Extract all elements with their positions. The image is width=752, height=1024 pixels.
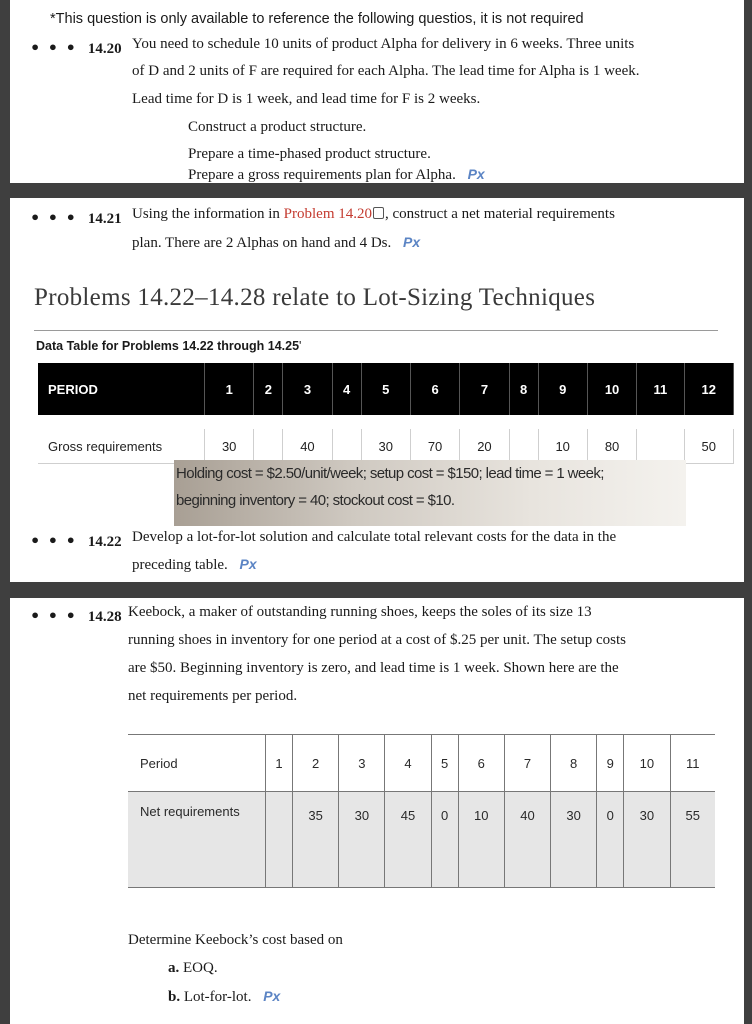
table-row bbox=[38, 429, 734, 464]
problem-part: a. EOQ. bbox=[168, 960, 218, 976]
gross-cell: 10 bbox=[538, 429, 587, 464]
problem-text-line: running shoes in inventory for one period at a cost of $.25 per unit. The setup costs bbox=[128, 632, 626, 648]
net-cell: 30 bbox=[551, 792, 597, 888]
problem-text-line: plan. There are 2 Alphas on hand and 4 Ds. Px bbox=[132, 234, 421, 251]
problem-text-line: You need to schedule 10 units of product Alpha for delivery in 6 weeks. Three units bbox=[132, 36, 635, 52]
problem-number: 14.22 bbox=[87, 534, 122, 550]
table-row bbox=[128, 792, 715, 888]
period-cell: 2 bbox=[254, 363, 283, 415]
period-cell: 2 bbox=[293, 735, 339, 792]
cost-parameters-line: Holding cost = $2.50/unit/week; setup cost = $150; lead time = 1 week; bbox=[176, 465, 604, 482]
problem-text-line: Using the information in Problem 14.20 , construct a net material requirements bbox=[132, 206, 615, 222]
period-header: Period bbox=[128, 735, 266, 792]
reference-icon[interactable] bbox=[373, 207, 384, 219]
net-requirements-table bbox=[128, 734, 715, 888]
gross-cell: 30 bbox=[205, 429, 254, 464]
net-cell: 30 bbox=[624, 792, 670, 888]
net-cell: 45 bbox=[385, 792, 431, 888]
gross-cell bbox=[332, 429, 361, 464]
period-cell: 4 bbox=[385, 735, 431, 792]
problem-number: 14.28 bbox=[87, 609, 122, 625]
problem-14-20-header: • • • 14.20 bbox=[30, 38, 122, 57]
px-icon[interactable]: Px bbox=[239, 556, 257, 572]
period-cell: 7 bbox=[504, 735, 550, 792]
problem-text-line: net requirements per period. bbox=[128, 688, 298, 704]
problem-14-28-panel bbox=[10, 598, 744, 1024]
period-cell: 3 bbox=[283, 363, 332, 415]
period-header: PERIOD bbox=[38, 363, 205, 415]
period-cell: 1 bbox=[205, 363, 254, 415]
px-icon[interactable]: Px bbox=[403, 234, 421, 250]
period-cell: 12 bbox=[684, 363, 733, 415]
gross-cell: 50 bbox=[684, 429, 733, 464]
gross-cell: 80 bbox=[587, 429, 636, 464]
gross-cell: 20 bbox=[460, 429, 509, 464]
gross-cell bbox=[637, 429, 684, 464]
problem-text-line: of D and 2 units of F are required for each Alpha. The lead time for Alpha is 1 week. bbox=[132, 63, 640, 79]
lot-sizing-panel bbox=[10, 198, 744, 582]
table-caption: Data Table for Problems 14.22 through 14.25' bbox=[36, 339, 302, 353]
table-header-row bbox=[38, 363, 734, 415]
period-cell: 9 bbox=[597, 735, 624, 792]
problem-text-line: preceding table. Px bbox=[132, 556, 257, 573]
net-cell: 35 bbox=[293, 792, 339, 888]
gross-cell bbox=[509, 429, 538, 464]
net-cell: 30 bbox=[339, 792, 385, 888]
period-cell: 8 bbox=[551, 735, 597, 792]
period-cell: 5 bbox=[361, 363, 410, 415]
problem-number: 14.21 bbox=[87, 211, 122, 227]
gross-cell bbox=[254, 429, 283, 464]
period-cell: 5 bbox=[431, 735, 458, 792]
net-cell: 0 bbox=[597, 792, 624, 888]
net-cell: 55 bbox=[670, 792, 715, 888]
net-cell: 10 bbox=[458, 792, 504, 888]
problem-number: 14.20 bbox=[87, 41, 122, 57]
problem-14-21-header: • • • 14.21 bbox=[30, 208, 122, 227]
problem-14-22-header: • • • 14.22 bbox=[30, 531, 122, 550]
period-cell: 4 bbox=[332, 363, 361, 415]
period-cell: 9 bbox=[538, 363, 587, 415]
cost-parameters-image bbox=[174, 460, 686, 526]
gross-requirements-label: Gross requirements bbox=[38, 429, 205, 464]
gross-cell: 30 bbox=[361, 429, 410, 464]
data-table bbox=[38, 363, 734, 464]
net-cell: 0 bbox=[431, 792, 458, 888]
period-cell: 11 bbox=[637, 363, 684, 415]
reference-note: *This question is only available to reference the following questios, it is not required bbox=[50, 11, 584, 27]
problem-text-line: are $50. Beginning inventory is zero, and lead time is 1 week. Shown here are the bbox=[128, 660, 619, 676]
period-cell: 6 bbox=[410, 363, 459, 415]
problem-reference-link[interactable]: Problem 14.20 bbox=[283, 206, 372, 222]
net-cell: 40 bbox=[504, 792, 550, 888]
period-cell: 10 bbox=[624, 735, 670, 792]
divider bbox=[34, 330, 718, 331]
problem-text-line: Lead time for D is 1 week, and lead time for F is 2 weeks. bbox=[132, 91, 481, 107]
problem-14-28-header: • • • 14.28 bbox=[30, 606, 122, 625]
period-cell: 1 bbox=[266, 735, 293, 792]
net-cell bbox=[266, 792, 293, 888]
problem-text-line: Keebock, a maker of outstanding running shoes, keeps the soles of its size 13 bbox=[128, 604, 592, 620]
problem-part: Prepare a gross requirements plan for Alpha. Px bbox=[188, 166, 485, 183]
problem-part: Construct a product structure. bbox=[188, 119, 367, 135]
period-cell: 8 bbox=[509, 363, 538, 415]
period-cell: 7 bbox=[460, 363, 509, 415]
period-cell: 11 bbox=[670, 735, 715, 792]
px-icon[interactable]: Px bbox=[263, 988, 281, 1004]
section-heading: Problems 14.22–14.28 relate to Lot-Sizing Techniques bbox=[34, 284, 596, 311]
net-requirements-label: Net requirements bbox=[128, 792, 266, 888]
problem-part: Prepare a time-phased product structure. bbox=[188, 146, 431, 162]
gross-cell: 70 bbox=[410, 429, 459, 464]
problem-part: b. Lot-for-lot. Px bbox=[168, 988, 281, 1005]
table-header-row bbox=[128, 735, 715, 792]
period-cell: 3 bbox=[339, 735, 385, 792]
problem-14-20-panel bbox=[10, 0, 744, 183]
period-cell: 10 bbox=[587, 363, 636, 415]
period-cell: 6 bbox=[458, 735, 504, 792]
gross-cell: 40 bbox=[283, 429, 332, 464]
problem-text-line: Determine Keebock’s cost based on bbox=[128, 932, 343, 948]
problem-text-line: Develop a lot-for-lot solution and calculate total relevant costs for the data in the bbox=[132, 529, 617, 545]
px-icon[interactable]: Px bbox=[467, 166, 485, 182]
cost-parameters-line: beginning inventory = 40; stockout cost = $10. bbox=[176, 492, 455, 509]
